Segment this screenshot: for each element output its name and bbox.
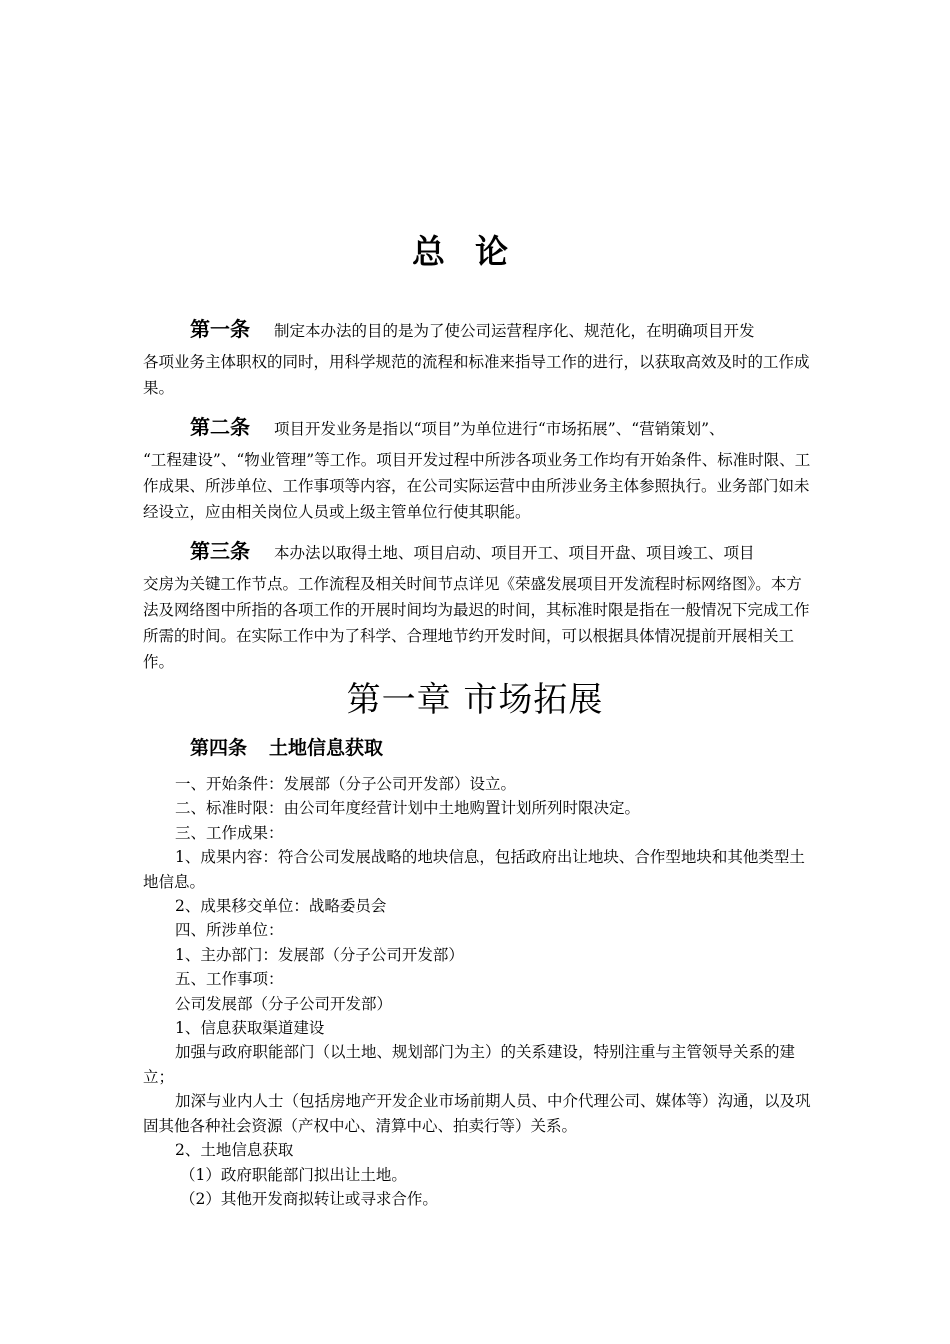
article-first-line xyxy=(143,407,811,447)
chapter-title: 第一章 市场拓展 xyxy=(346,680,604,720)
article-first-text: 制定本办法的目的是为了使公司运营程序化、规范化，在明确项目开发 xyxy=(274,322,755,340)
article-first-text: 项目开发业务是指以“项目”为单位进行“市场拓展”、“营销策划”、 xyxy=(274,420,725,438)
article-1 xyxy=(143,309,811,401)
body-paragraph: 加强与政府职能部门（以土地、规划部门为主）的关系建设，特别注重与主管领导关系的建立； xyxy=(143,1043,796,1086)
section-label: 第四条 xyxy=(190,737,248,759)
body-line: 二、标准时限：由公司年度经营计划中土地购置计划所列时限决定。 xyxy=(175,799,641,818)
article-label: 第三条 xyxy=(190,539,250,563)
article-first-line xyxy=(143,531,811,571)
body-line: 公司发展部（分子公司开发部） xyxy=(175,994,393,1013)
article-label: 第一条 xyxy=(190,317,250,341)
body-line: （1）政府职能部门拟出让土地。 xyxy=(180,1165,407,1184)
body-paragraph: 加深与业内人士（包括房地产开发企业市场前期人员、中介代理公司、媒体等）沟通，以及巩固其他各种社会资源（产权中心、清算中心、拍卖行等）关系。 xyxy=(143,1092,811,1135)
body-line: 1、主办部门：发展部（分子公司开发部） xyxy=(175,945,464,964)
article-body: “工程建设”、“物业管理”等工作。项目开发过程中所涉各项业务工作均有开始条件、标准时限、工作成果、所涉单位、工作事项等内容，在公司实际运营中由所涉业务主体参照执行。业务部门如未经设立，应由相关岗位人员或上级主管单位行使其职能。 xyxy=(143,451,811,521)
section-body xyxy=(143,772,811,1211)
article-first-line xyxy=(143,309,811,349)
body-line: 三、工作成果： xyxy=(175,823,284,842)
body-line: 四、所涉单位： xyxy=(175,921,284,940)
article-first-text: 本办法以取得土地、项目启动、项目开工、项目开盘、项目竣工、项目 xyxy=(274,544,755,562)
body-line: 1、信息获取渠道建设 xyxy=(175,1019,325,1038)
body-line: （2）其他开发商拟转让或寻求合作。 xyxy=(180,1189,438,1208)
body-line: 一、开始条件：发展部（分子公司开发部）设立。 xyxy=(175,775,517,793)
body-line: 五、工作事项： xyxy=(175,970,284,989)
body-line: 2、土地信息获取 xyxy=(175,1141,294,1160)
body-line: 2、成果移交单位：战略委员会 xyxy=(175,897,387,916)
article-3 xyxy=(143,531,811,675)
body-paragraph: 1、成果内容：符合公司发展战略的地块信息，包括政府出让地块、合作型地块和其他类型土地信息。 xyxy=(143,848,805,891)
section-name: 土地信息获取 xyxy=(269,737,384,759)
section-heading xyxy=(190,734,383,762)
article-label: 第二条 xyxy=(190,415,250,439)
article-body: 交房为关键工作节点。工作流程及相关时间节点详见《荣盛发展项目开发流程时标网络图》。本方法及网络图中所指的各项工作的开展时间均为最迟的时间，其标准时限是指在一般情况下完成工作所需的时间。在实际工作中为了科学、合理地节约开发时间，可以根据具体情况提前开展相关工作。 xyxy=(143,575,810,671)
document-title: 总论 xyxy=(412,232,538,271)
article-body: 各项业务主体职权的同时，用科学规范的流程和标准来指导工作的进行，以获取高效及时的工作成果。 xyxy=(143,353,810,397)
article-2 xyxy=(143,407,811,525)
